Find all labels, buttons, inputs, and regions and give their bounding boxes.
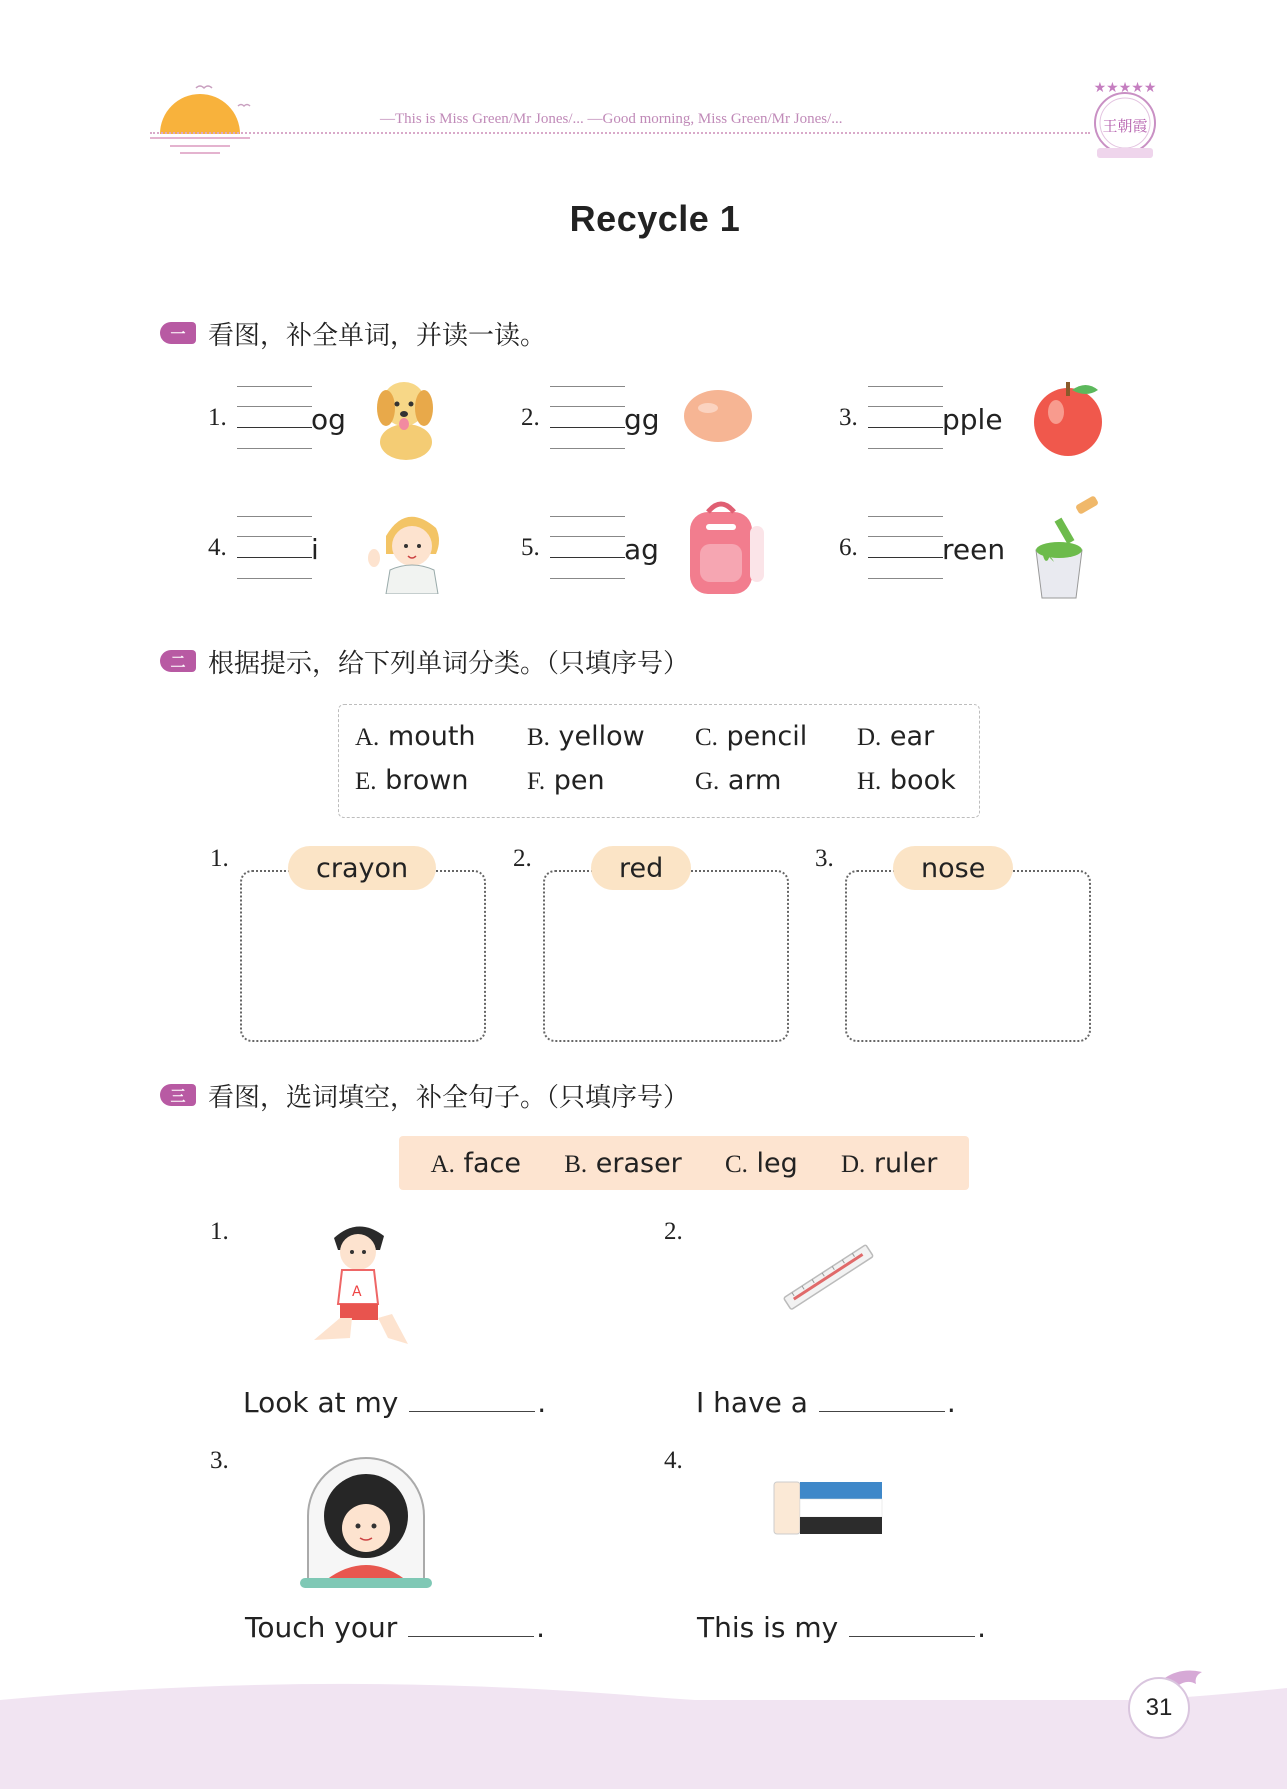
section2-badge: 二 bbox=[160, 650, 196, 672]
apple-icon bbox=[1024, 378, 1114, 458]
item4-writing-lines[interactable] bbox=[237, 516, 312, 578]
footer-band bbox=[0, 1700, 1287, 1789]
item6-word-tail: reen bbox=[942, 533, 1006, 566]
fill-option-b: B. eraser bbox=[564, 1147, 682, 1179]
category2-answer-box[interactable] bbox=[543, 870, 789, 1042]
sentence2-blank[interactable] bbox=[819, 1389, 945, 1412]
item2-writing-lines[interactable] bbox=[550, 386, 625, 448]
svg-text:★★★★★: ★★★★★ bbox=[1093, 80, 1157, 96]
section3-title: 看图，选词填空，补全句子。（只填序号） bbox=[208, 1083, 690, 1113]
category3-hint: nose bbox=[893, 846, 1013, 890]
kneeling-boy-icon bbox=[308, 1218, 420, 1348]
category2-number: 2. bbox=[513, 845, 532, 872]
category1-hint: crayon bbox=[288, 846, 436, 890]
sentence4: This is my . bbox=[697, 1611, 987, 1644]
sentence1-number: 1. bbox=[210, 1218, 229, 1245]
option-c: C. pencil bbox=[695, 721, 808, 752]
fill-options-bar bbox=[399, 1136, 969, 1190]
item3-word-tail: pple bbox=[942, 403, 1003, 436]
logo-text: 王朝霞 bbox=[1102, 117, 1148, 135]
fill-option-a: A. face bbox=[430, 1147, 522, 1179]
sentence4-blank[interactable] bbox=[849, 1614, 975, 1637]
category1-answer-box[interactable] bbox=[240, 870, 486, 1042]
section2-title: 根据提示，给下列单词分类。（只填序号） bbox=[208, 649, 690, 679]
item5-word-tail: ag bbox=[624, 533, 659, 566]
page-title: Recycle 1 bbox=[569, 198, 741, 239]
ruler-icon bbox=[776, 1238, 882, 1318]
svg-text:A: A bbox=[352, 1284, 362, 1300]
item4-number: 4. bbox=[208, 534, 227, 561]
page-number: 31 bbox=[1128, 1677, 1190, 1739]
sentence3: Touch your . bbox=[245, 1611, 546, 1644]
sunset-icon bbox=[150, 78, 260, 158]
sentence1-blank[interactable] bbox=[409, 1389, 535, 1412]
option-h: H. book bbox=[857, 765, 956, 796]
waving-girl-icon bbox=[364, 502, 454, 594]
header-slogan: —This is Miss Green/Mr Jones/... —Good morning, Miss Green/Mr Jones/... bbox=[380, 111, 843, 127]
category3-answer-box[interactable] bbox=[845, 870, 1091, 1042]
sentence1: Look at my . bbox=[243, 1386, 547, 1419]
option-b: B. yellow bbox=[527, 721, 645, 752]
sentence2-number: 2. bbox=[664, 1218, 683, 1245]
option-a: A. mouth bbox=[355, 721, 476, 752]
dog-icon bbox=[366, 372, 446, 464]
option-e: E. brown bbox=[355, 765, 469, 796]
fill-option-d: D. ruler bbox=[841, 1147, 938, 1179]
category1-number: 1. bbox=[210, 845, 229, 872]
option-g: G. arm bbox=[695, 765, 782, 796]
egg-icon bbox=[682, 388, 754, 444]
girl-at-window-icon bbox=[298, 1456, 434, 1590]
category3-number: 3. bbox=[815, 845, 834, 872]
section3-badge: 三 bbox=[160, 1084, 196, 1106]
item6-number: 6. bbox=[839, 534, 858, 561]
sentence4-number: 4. bbox=[664, 1447, 683, 1474]
item3-writing-lines[interactable] bbox=[868, 386, 943, 448]
item1-word-tail: og bbox=[311, 403, 346, 436]
header-divider bbox=[150, 132, 1090, 134]
eraser-icon bbox=[772, 1478, 884, 1538]
backpack-icon bbox=[678, 496, 774, 600]
brand-logo bbox=[1085, 78, 1165, 163]
category2-hint: red bbox=[591, 846, 691, 890]
fill-option-c: C. leg bbox=[725, 1147, 798, 1179]
item6-writing-lines[interactable] bbox=[868, 516, 943, 578]
item3-number: 3. bbox=[839, 404, 858, 431]
option-f: F. pen bbox=[527, 765, 605, 796]
sentence3-blank[interactable] bbox=[408, 1614, 534, 1637]
item2-number: 2. bbox=[521, 404, 540, 431]
paint-bucket-icon bbox=[1028, 490, 1114, 602]
item5-writing-lines[interactable] bbox=[550, 516, 625, 578]
section1-title: 看图，补全单词，并读一读。 bbox=[208, 321, 547, 351]
sentence3-number: 3. bbox=[210, 1447, 229, 1474]
option-d: D. ear bbox=[857, 721, 935, 752]
item1-writing-lines[interactable] bbox=[237, 386, 312, 448]
section1-badge: 一 bbox=[160, 322, 196, 344]
item4-word-tail: i bbox=[311, 533, 319, 566]
item1-number: 1. bbox=[208, 404, 227, 431]
item5-number: 5. bbox=[521, 534, 540, 561]
sentence2: I have a . bbox=[696, 1386, 956, 1419]
item2-word-tail: gg bbox=[624, 403, 660, 436]
